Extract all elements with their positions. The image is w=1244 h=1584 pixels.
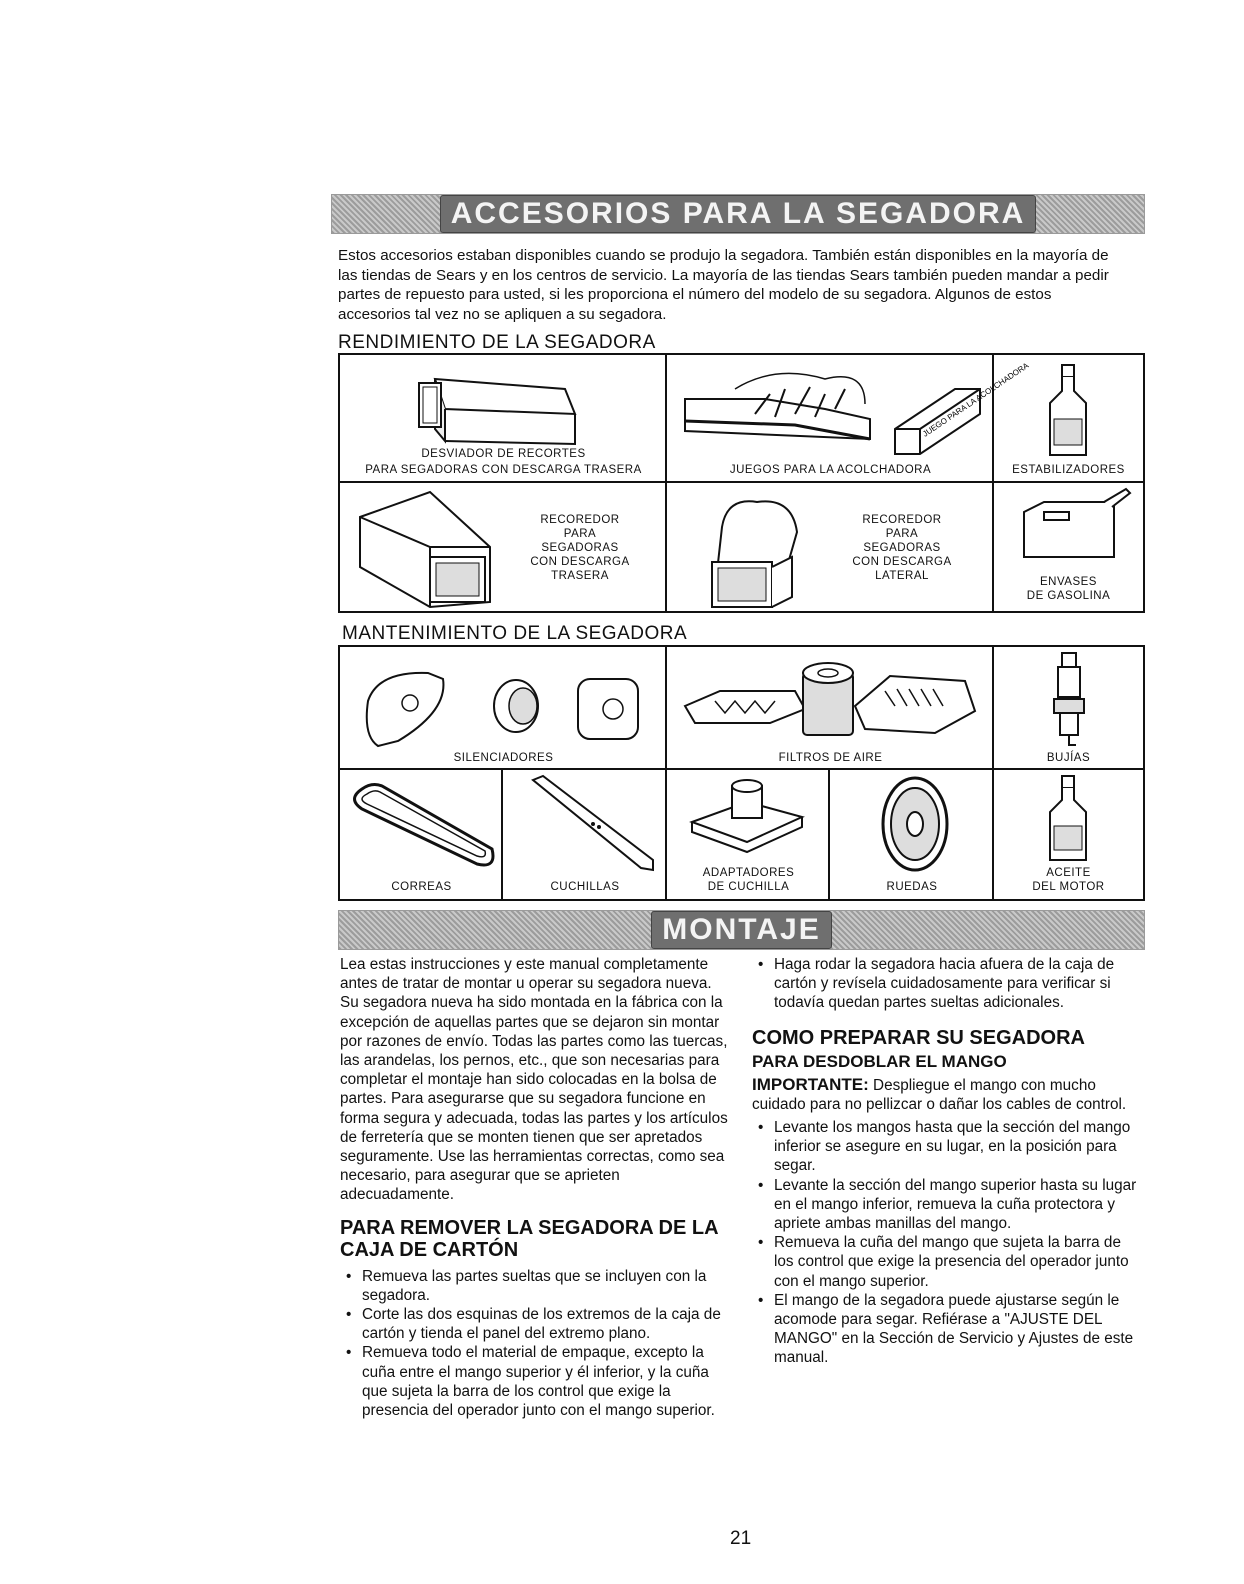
assembly-banner <box>338 910 1145 950</box>
belt-illustration <box>342 774 502 874</box>
important-label: IMPORTANTE: <box>752 1074 869 1094</box>
unfold-step: • Remueva la cuña del mango que sujeta la barra de los control que exige la presencia del operador junto con el mango superior. <box>752 1233 1144 1291</box>
side-bagger-caption-4: CON DESCARGA <box>852 556 952 568</box>
blade-illustration <box>513 772 663 877</box>
spark-plug-icon <box>1044 651 1094 751</box>
cell-deflector <box>340 355 667 483</box>
rear-bagger-caption-2: PARA <box>563 528 597 540</box>
cell-mufflers <box>340 647 667 770</box>
rear-bagger-caption-3: SEGADORAS <box>541 542 619 554</box>
important-note <box>752 1075 1144 1114</box>
deflector-caption-2: PARA SEGADORAS CON DESCARGA TRASERA <box>365 464 642 476</box>
performance-title: RENDIMIENTO DE LA SEGADORA <box>338 332 656 353</box>
gas-cans-caption-2: DE GASOLINA <box>1026 590 1111 602</box>
wheels-caption: RUEDAS <box>886 881 938 893</box>
unfold-steps <box>752 1118 1144 1368</box>
rear-bagger-caption-4: CON DESCARGA <box>530 556 630 568</box>
engine-oil-caption <box>994 866 1143 894</box>
cell-spark-plugs <box>994 647 1143 770</box>
side-bagger-caption <box>812 513 992 583</box>
belts-caption: CORREAS <box>391 881 452 893</box>
oil-bottle-icon <box>1038 774 1098 864</box>
cell-engine-oil <box>994 770 1143 899</box>
assembly-intro: Lea estas instrucciones y este manual completamente antes de tratar de montar u operar su segadora nueva. Su segadora nueva ha sido montada en la fábrica con la excepción de aquellas partes que se dejaron sin montar por razones de envío. Todas las partes como las tuercas, las arandelas, los pernos, etc., que son necesarias para completar el montaje han sido colocadas en la bolsa de partes. Para asegurarse que su segadora funcione en forma segura y adecuada, todas las partes y los artículos de ferretería que se monten tienen que ser apretados seguramente. Use las herramientas correctas, como sea necesario, para asegurar que se aprieten adecuadamente. <box>340 956 728 1204</box>
cell-air-filters <box>667 647 994 770</box>
remove-carton-steps <box>340 1267 732 1421</box>
stabilizer-bottle-icon <box>1038 361 1098 461</box>
remove-step: • Remueva todo el material de empaque, excepto la cuña entre el mango superior y él inferior, y la cuña que sujeta la barra de los control que exige la presencia del operador junto con el mango superior. <box>340 1343 732 1420</box>
rear-bagger-caption <box>490 513 670 583</box>
roll-out-step: • Haga rodar la segadora hacia afuera de la caja de cartón y revísela cuidadosamente para verificar si todavía quedan partes sueltas adicionales. <box>752 955 1144 1013</box>
rear-bagger-caption-5: TRASERA <box>551 570 609 582</box>
engine-oil-caption-2: DEL MOTOR <box>1032 881 1105 893</box>
deflector-illustration <box>415 369 595 449</box>
page-number: 21 <box>730 1528 752 1549</box>
cell-blade-adapters <box>667 770 830 899</box>
cell-wheels <box>830 770 994 899</box>
accessories-banner-title: ACCESORIOS PARA LA SEGADORA <box>440 195 1037 233</box>
mulch-box-label: JUEGO PARA LA ACOLCHADORA <box>921 360 1031 439</box>
wheel-illustration <box>860 772 970 877</box>
side-bagger-caption-1: RECOREDOR <box>862 514 942 526</box>
cell-belts <box>340 770 503 899</box>
mulch-kit-illustration <box>675 359 1031 459</box>
stabilizers-caption: ESTABILIZADORES <box>1012 464 1125 476</box>
assembly-left-column <box>340 955 732 1420</box>
side-bagger-caption-5: LATERAL <box>875 570 929 582</box>
mufflers-caption: SILENCIADORES <box>453 752 554 764</box>
performance-grid <box>338 353 1145 613</box>
remove-step: • Remueva las partes sueltas que se incluyen con la segadora. <box>340 1267 732 1305</box>
deflector-caption-1: DESVIADOR DE RECORTES <box>421 448 586 460</box>
side-bagger-caption-2: PARA <box>885 528 919 540</box>
blade-adapters-caption-2: DE CUCHILLA <box>707 881 790 893</box>
side-bagger-caption-3: SEGADORAS <box>863 542 941 554</box>
unfold-step: • Levante los mangos hasta que la sección del mango inferior se asegure en su lugar, en la posición para segar. <box>752 1118 1144 1176</box>
important-text: Despliegue el mango con mucho cuidado para no pellizcar o dañar los cables de control. <box>752 1076 1127 1113</box>
air-filters-caption: FILTROS DE AIRE <box>778 752 883 764</box>
mufflers-illustration <box>348 651 658 751</box>
maintenance-title: MANTENIMIENTO DE LA SEGADORA <box>342 623 688 644</box>
cell-mulch-kit <box>667 355 1031 483</box>
gas-cans-caption-1: ENVASES <box>1040 576 1097 588</box>
blade-adapters-caption-1: ADAPTADORES <box>702 867 795 879</box>
cell-side-bagger <box>667 483 994 611</box>
accessories-intro: Estos accesorios estaban disponibles cuando se produjo la segadora. También están disponibles en la mayoría de las tiendas de Sears y en los centros de servicio. La mayoría de las tiendas Sears también pueden mandar a pedir partes de repuesto para usted, si les proporciona el número del modelo de su segadora. Algunos de estos accesorios tal vez no se apliquen a su segadora. <box>338 247 1109 323</box>
rear-bagger-caption-1: RECOREDOR <box>540 514 620 526</box>
engine-oil-caption-1: ACEITE <box>1046 867 1091 879</box>
unfold-step: • Levante la sección del mango superior hasta su lugar en el mango inferior, remueva la cuña protectora y apriete ambas manillas del mango. <box>752 1176 1144 1234</box>
cell-rear-bagger <box>340 483 667 611</box>
blade-adapter-illustration <box>677 772 817 862</box>
mulch-kit-caption: JUEGOS PARA LA ACOLCHADORA <box>729 464 932 476</box>
gas-can-icon <box>1014 487 1134 567</box>
assembly-banner-title: MONTAJE <box>651 911 831 949</box>
cell-gas-cans <box>994 483 1143 611</box>
unfold-step: • El mango de la segadora puede ajustarse según le acomode para segar. Refiérase a "AJUSTE DEL MANGO" en la Sección de Servicio y Ajustes de este manual. <box>752 1291 1144 1368</box>
remove-carton-title: PARA REMOVER LA SEGADORA DE LA CAJA DE CARTÓN <box>340 1216 718 1261</box>
accessories-banner <box>331 194 1145 234</box>
rear-bagger-illustration <box>350 487 500 607</box>
cell-stabilizers <box>994 355 1143 483</box>
maintenance-grid <box>338 645 1145 901</box>
prepare-title: COMO PREPARAR SU SEGADORA <box>752 1026 1085 1049</box>
blades-caption: CUCHILLAS <box>550 881 620 893</box>
blade-adapters-caption <box>667 866 830 894</box>
side-bagger-illustration <box>697 487 817 607</box>
cell-blades <box>503 770 667 899</box>
unfold-handle-title: PARA DESDOBLAR EL MANGO <box>752 1051 1007 1071</box>
remove-step: • Corte las dos esquinas de los extremos de la caja de cartón y tienda el panel del extremo plano. <box>340 1305 732 1343</box>
spark-plugs-caption: BUJÍAS <box>1046 752 1091 764</box>
assembly-right-column <box>752 955 1144 1368</box>
air-filters-illustration <box>675 651 985 751</box>
gas-cans-caption <box>994 575 1143 603</box>
